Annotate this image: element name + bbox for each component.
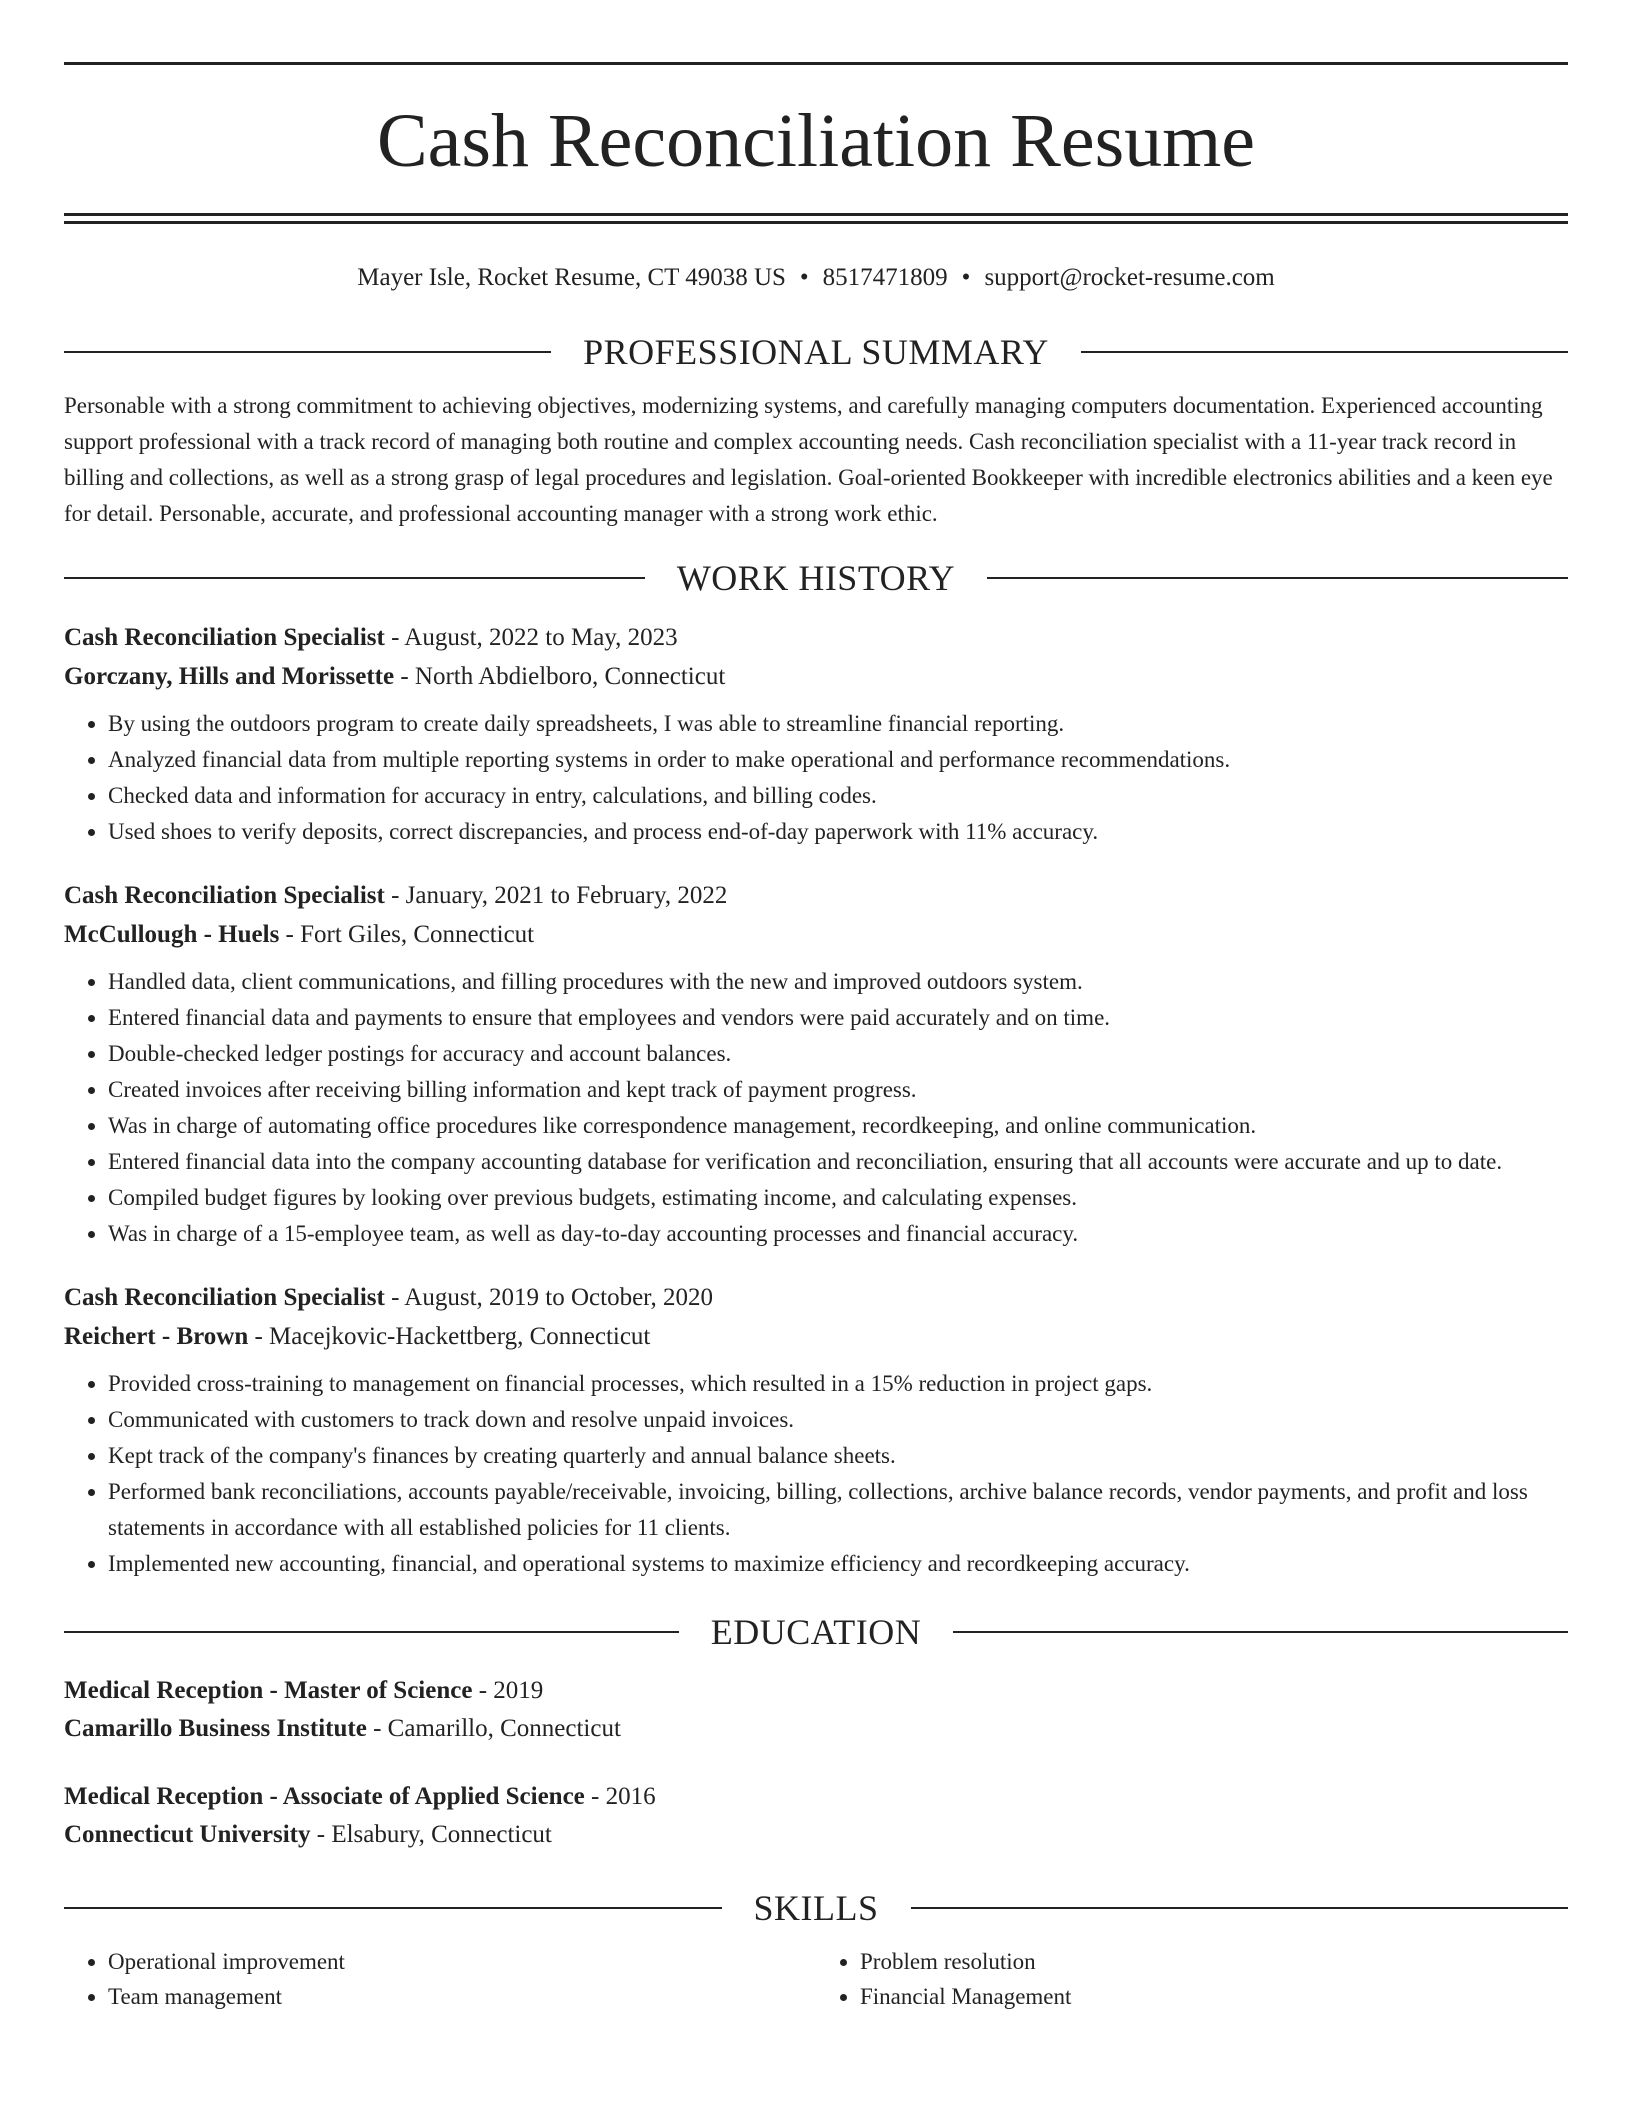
education-school-line: Connecticut University - Elsabury, Connecticut [64,1821,552,1848]
section-rule [64,1631,679,1633]
skills-column-right [816,1944,1568,2014]
section-header-education [64,1608,1568,1656]
job-bullet: • Was in charge of a 15-employee team, as well as day-to-day accounting processes and financial accuracy. [108,1216,1568,1252]
contact-email: support@rocket-resume.com [984,264,1275,291]
education-entry [64,1672,1568,1748]
summary-text: Personable with a strong commitment to achieving objectives, modernizing systems, and carefully managing computers documentation. Experienced accounting support professional with a track record of managing both routine and complex accounting needs. Cash reconciliation specialist with a 11-year track record in billing and collections, as well as a strong grasp of legal procedures and legislation. Goal-oriented Bookkeeper with incredible electronics abilities and a keen eye for detail. Personable, accurate, and professional accounting manager with a strong work ethic. [64,393,1553,526]
resume-title: Cash Reconciliation Resume [376,99,1256,183]
job-location: Macejkovic-Hackettberg, Connecticut [269,1323,651,1350]
job-bullet: • Was in charge of automating office procedures like correspondence management, recordkeeping, and online communication. [108,1108,1568,1144]
job-company-line: Gorczany, Hills and Morissette - North Abdielboro, Connecticut [64,663,726,690]
section-rule [1081,351,1568,353]
job-bullet: • Analyzed financial data from multiple reporting systems in order to make operational and performance recommendations. [108,742,1568,778]
job-bullet: • Entered financial data and payments to ensure that employees and vendors were paid accurately and on time. [108,1000,1568,1036]
job-company: McCullough - Huels [64,921,280,948]
skill-item: • Operational improvement [108,1944,816,1979]
job-title-line: Cash Reconciliation Specialist - August, 2022 to May, 2023 [64,624,678,651]
section-title: SKILLS [753,1888,879,1928]
contact-separator: • [799,264,809,291]
section-rule [953,1631,1568,1633]
job-title: Cash Reconciliation Specialist [64,624,385,651]
education-year: 2016 [605,1783,656,1810]
resume-content [64,62,1568,2014]
job-location: North Abdielboro, Connecticut [414,663,726,690]
job-bullet: • Used shoes to verify deposits, correct discrepancies, and process end-of-day paperwork with 11% accuracy. [108,814,1568,850]
skill-item: • Financial Management [860,1979,1568,2014]
job-title: Cash Reconciliation Specialist [64,882,385,909]
education-entry [64,1778,1568,1854]
job-entry [64,618,1568,850]
education-year: 2019 [493,1677,544,1704]
job-bullets [64,964,1568,1252]
job-bullet: • Implemented new accounting, financial, and operational systems to maximize efficiency and recordkeeping accuracy. [108,1546,1568,1582]
education-degree-line: Medical Reception - Master of Science - 2019 [64,1677,544,1704]
education-degree: Medical Reception - Master of Science [64,1677,473,1704]
title-double-rule [64,213,1568,224]
section-header-summary [64,328,1568,376]
education-location: Elsabury, Connecticut [331,1821,552,1848]
contact-line [64,262,1568,294]
job-bullet: • Communicated with customers to track down and resolve unpaid invoices. [108,1402,1568,1438]
section-rule [987,577,1568,579]
section-title: WORK HISTORY [676,558,956,598]
skills-column-left [64,1944,816,2014]
education-school: Camarillo Business Institute [64,1715,367,1742]
section-header-work [64,554,1568,602]
job-entry [64,876,1568,1252]
skill-item: • Team management [108,1979,816,2014]
job-entry [64,1278,1568,1582]
education-location: Camarillo, Connecticut [387,1715,621,1742]
section-header-skills [64,1884,1568,1932]
job-bullets [64,706,1568,850]
job-dates: August, 2022 to May, 2023 [404,624,678,651]
section-rule [911,1907,1569,1909]
job-title-line: Cash Reconciliation Specialist - August, 2019 to October, 2020 [64,1284,713,1311]
job-bullet: • Provided cross-training to management on financial processes, which resulted in a 15% reduction in project gaps. [108,1366,1568,1402]
skills-list [64,1944,1568,2014]
section-rule [64,351,551,353]
job-bullet: • Checked data and information for accuracy in entry, calculations, and billing codes. [108,778,1568,814]
section-title: PROFESSIONAL SUMMARY [583,332,1049,372]
section-rule [64,577,645,579]
job-title-line: Cash Reconciliation Specialist - January, 2021 to February, 2022 [64,882,728,909]
section-rule [64,1907,722,1909]
job-location: Fort Giles, Connecticut [300,921,535,948]
skill-item: • Problem resolution [860,1944,1568,1979]
job-bullet: • Created invoices after receiving billing information and kept track of payment progress. [108,1072,1568,1108]
job-bullet: • Double-checked ledger postings for accuracy and account balances. [108,1036,1568,1072]
job-bullet: • By using the outdoors program to create daily spreadsheets, I was able to streamline financial reporting. [108,706,1568,742]
education-degree-line: Medical Reception - Associate of Applied Science - 2016 [64,1783,656,1810]
job-dates: January, 2021 to February, 2022 [405,882,728,909]
education-school-line: Camarillo Business Institute - Camarillo, Connecticut [64,1715,621,1742]
job-bullet: • Performed bank reconciliations, accounts payable/receivable, invoicing, billing, collections, archive balance records, vendor payments, and profit and loss statements in accordance with all established policies for 11 clients. [108,1474,1568,1546]
top-rule [64,62,1568,65]
job-company: Gorczany, Hills and Morissette [64,663,395,690]
contact-separator: • [961,264,971,291]
job-bullet: • Compiled budget figures by looking over previous budgets, estimating income, and calculating expenses. [108,1180,1568,1216]
job-company: Reichert - Brown [64,1323,249,1350]
contact-address: Mayer Isle, Rocket Resume, CT 49038 US [357,264,786,291]
section-title: EDUCATION [710,1612,922,1652]
job-bullet: • Entered financial data into the company accounting database for verification and reconciliation, ensuring that all accounts were accurate and up to date. [108,1144,1568,1180]
contact-phone: 8517471809 [822,264,948,291]
education-school: Connecticut University [64,1821,311,1848]
job-title: Cash Reconciliation Specialist [64,1284,385,1311]
job-company-line: Reichert - Brown - Macejkovic-Hackettberg, Connecticut [64,1323,651,1350]
job-dates: August, 2019 to October, 2020 [404,1284,713,1311]
job-bullet: • Handled data, client communications, and filling procedures with the new and improved outdoors system. [108,964,1568,1000]
education-degree: Medical Reception - Associate of Applied Science [64,1783,585,1810]
job-company-line: McCullough - Huels - Fort Giles, Connecticut [64,921,535,948]
job-bullets [64,1366,1568,1582]
job-bullet: • Kept track of the company's finances by creating quarterly and annual balance sheets. [108,1438,1568,1474]
